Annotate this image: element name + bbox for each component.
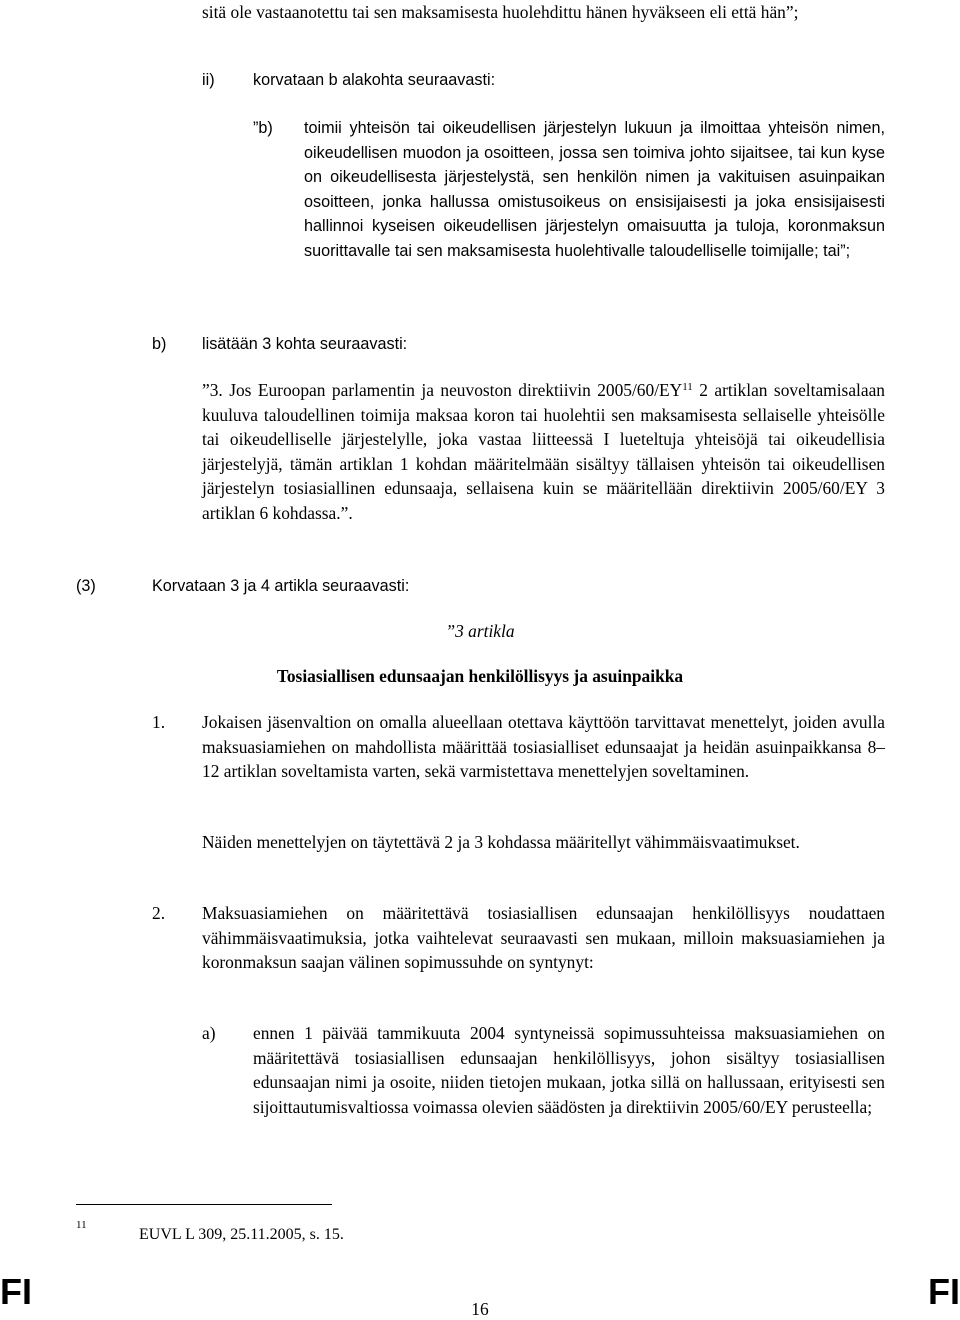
top-paragraph: sitä ole vastaanotettu tai sen maksamisesta huolehdittu hänen hyväkseen eli että hän”; xyxy=(202,2,799,22)
footnote-text: EUVL L 309, 25.11.2005, s. 15. xyxy=(139,1226,344,1243)
article-heading: ”3 artikla xyxy=(445,621,515,641)
footnote-number: 11 xyxy=(76,1219,87,1231)
para-1-second: Näiden menettelyjen on täytettävä 2 ja 3 kohdassa määritellyt vähimmäisvaatimukset. xyxy=(202,832,800,852)
point-3-paragraph xyxy=(202,378,885,525)
page-number: 16 xyxy=(471,1299,489,1319)
para-2-number: 2. xyxy=(152,903,166,923)
footnote-separator xyxy=(76,1204,332,1205)
item-b-label: b) xyxy=(152,335,167,353)
item-b-quote-text: toimii yhteisön tai oikeudellisen järjestelyn lukuun ja ilmoittaa yhteisön nimen, oikeudellisen muodon ja osoitteen, jossa sen toimiva johto sijaitsee, tai kun kyse on oikeudellisesta järjestelystä, sen henkilön nimen ja vakituisen asuinpaikan osoitteen, jonka hallussa omistusoikeus on ensisijaisesti ja joka ensisijaisesti hallinnoi kyseisen oikeudellisen järjestelyn omaisuutta ja tuloja, koronmaksun suorittavalle tai sen maksamisesta huolehtivalle taloudelliselle toimijalle; tai”; xyxy=(304,119,885,260)
item-3-label: (3) xyxy=(76,577,96,595)
item-ii-text: korvataan b alakohta seuraavasti: xyxy=(253,71,496,89)
point-3-text-start: ”3. Jos Euroopan parlamentin ja neuvoston direktiivin 2005/60/EY xyxy=(202,380,683,400)
item-b-text: lisätään 3 kohta seuraavasti: xyxy=(202,335,408,353)
item-ii-label: ii) xyxy=(202,71,215,89)
item-3-text: Korvataan 3 ja 4 artikla seuraavasti: xyxy=(152,577,410,595)
footnote-ref: 11 xyxy=(682,381,693,393)
point-3-text-end: 2 artiklan soveltamisalaan kuuluva taloudellinen toimija maksaa koron tai huolehtii sen maksamisesta sellaiselle yhteisölle tai oikeudelliselle järjestelylle, joka vastaa liitteessä I lueteltuja yhteisöjä tai oikeudellisia järjestelyjä, tämän artiklan 1 kohdan määritelmään sisältyy tällaisen yhteisön tai oikeudellisen järjestelyn tosiasiallinen edunsaaja, sellaisena kuin se määritellään direktiivin 2005/60/EY 3 artiklan 6 kohdassa.”. xyxy=(202,380,885,523)
para-2-text: Maksuasiamiehen on määritettävä tosiasiallisen edunsaajan henkilöllisyys noudattaen vähimmäisvaatimuksia, jotka vaihtelevat seuraavasti sen mukaan, milloin maksuasiamiehen ja koronmaksun saajan välinen sopimussuhde on syntynyt: xyxy=(202,903,885,972)
item-a-text: ennen 1 päivää tammikuuta 2004 syntyneissä sopimussuhteissa maksuasiamiehen on määritettävä tosiasiallisen edunsaajan henkilöllisyys, johon sisältyy tosiasiallisen edunsaajan nimi ja osoite, niiden tietojen mukaan, jotka sillä on hallussaan, erityisesti sen sijoittautumisvaltiossa voimassa olevien säädösten ja direktiivin 2005/60/EY perusteella; xyxy=(253,1023,885,1117)
footer-language-left: FI xyxy=(0,1271,32,1312)
para-1-number: 1. xyxy=(152,712,166,732)
item-b-quote-label: ”b) xyxy=(253,119,273,137)
item-a-label: a) xyxy=(202,1023,216,1043)
footer-language-right: FI xyxy=(928,1271,960,1312)
para-1-text: Jokaisen jäsenvaltion on omalla alueellaan otettava käyttöön tarvittavat menettelyt, joiden avulla maksuasiamiehen on mahdollista määrittää tosiasialliset edunsaajat ja heidän asuinpaikkansa 8–12 artiklan soveltamista varten, sekä varmistettava menettelyjen soveltaminen. xyxy=(202,712,885,781)
article-title: Tosiasiallisen edunsaajan henkilöllisyys ja asuinpaikka xyxy=(276,666,684,686)
